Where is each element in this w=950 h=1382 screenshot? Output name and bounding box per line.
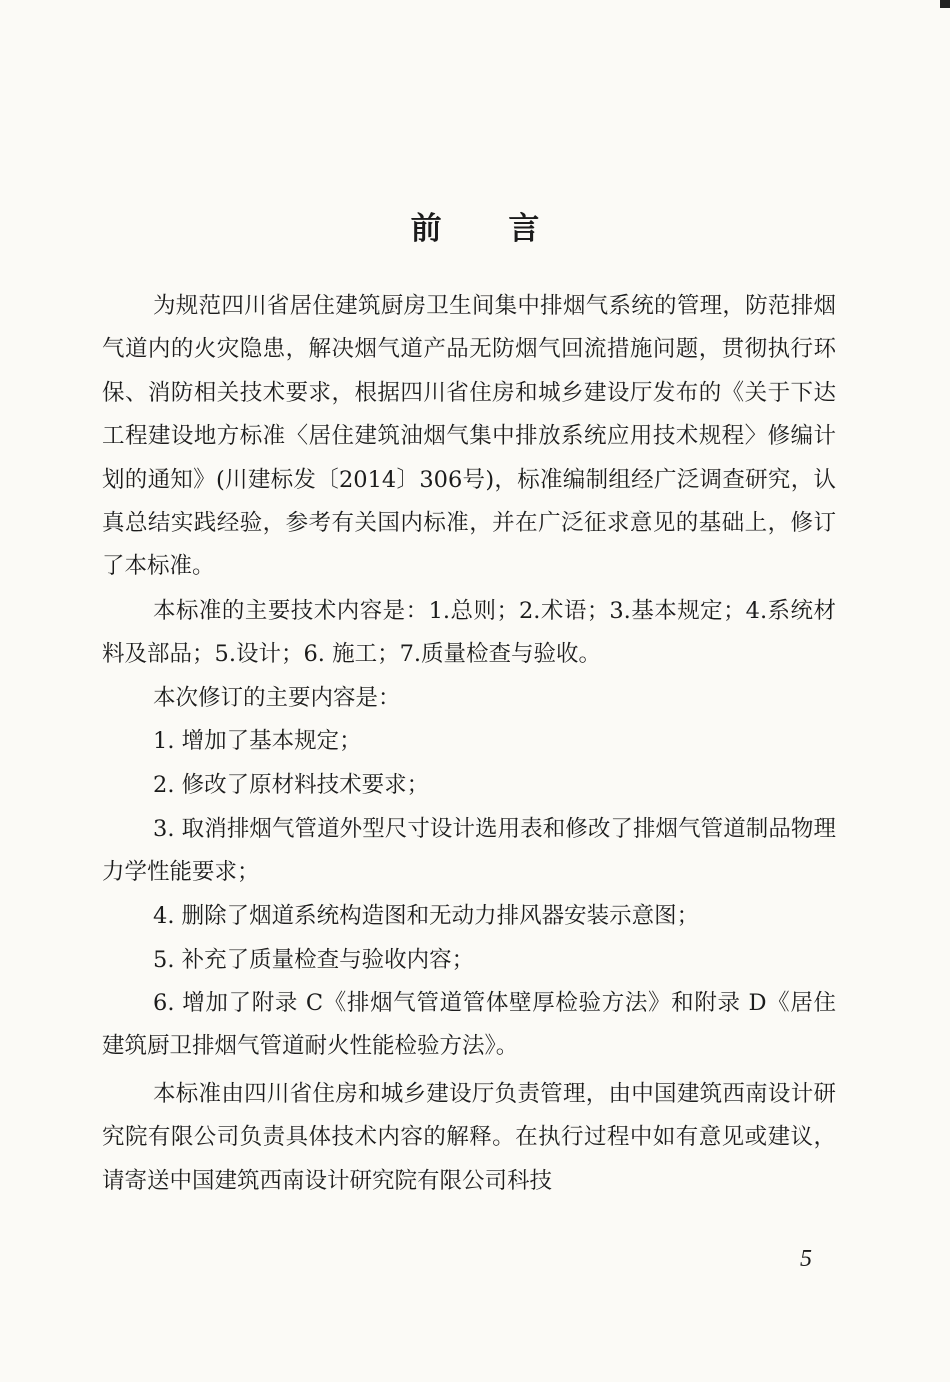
page-number: 5 xyxy=(800,1246,812,1272)
revision-item-6: 6. 增加了附录 C《排烟气管道管体壁厚检验方法》和附录 D《居住建筑厨卫排烟气管道耐火性能检验方法》。 xyxy=(102,990,836,1060)
revision-item-5: 5. 补充了质量检查与验收内容； xyxy=(153,947,475,973)
revision-intro: 本次修订的主要内容是： xyxy=(153,685,401,711)
main-content-paragraph: 本标准的主要技术内容是：1.总则；2.术语；3.基本规定；4.系统材料及部品；5.设计；6. 施工；7.质量检查与验收。 xyxy=(102,598,836,668)
revision-item-4: 4. 删除了烟道系统构造图和无动力排风器安装示意图； xyxy=(153,903,700,929)
management-paragraph: 本标准由四川省住房和城乡建设厅负责管理，由中国建筑西南设计研究院有限公司负责具体技术内容的解释。在执行过程中如有意见或建议，请寄送中国建筑西南设计研究院有限公司科技 xyxy=(102,1081,836,1194)
page-title: 前 言 xyxy=(410,211,568,247)
revision-item-1: 1. 增加了基本规定； xyxy=(153,728,362,754)
revision-item-2: 2. 修改了原材料技术要求； xyxy=(153,772,430,798)
intro-paragraph: 为规范四川省居住建筑厨房卫生间集中排烟气系统的管理，防范排烟气道内的火灾隐患，解决烟气道产品无防烟气回流措施问题，贯彻执行环保、消防相关技术要求，根据四川省住房和城乡建设厅发布的《关于下达工程建设地方标准〈居住建筑油烟气集中排放系统应用技术规程〉修编计划的通知》(川建标发〔2014〕306号)，标准编制组经广泛调查研究，认真总结实践经验，参考有关国内标准，并在广泛征求意见的基础上，修订了本标准。 xyxy=(102,293,836,580)
revision-item-3: 3. 取消排烟气管道外型尺寸设计选用表和修改了排烟气管道制品物理力学性能要求； xyxy=(102,816,836,886)
scan-corner-mark xyxy=(940,0,950,8)
